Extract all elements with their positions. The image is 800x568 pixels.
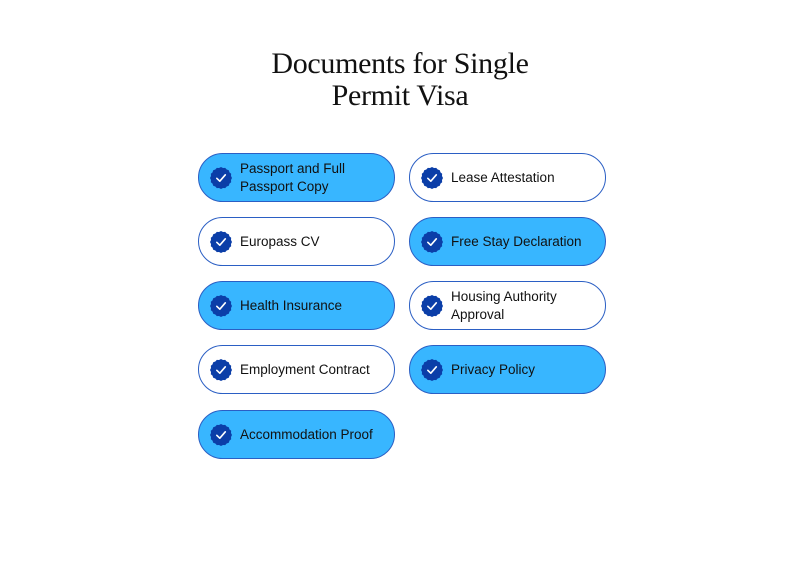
document-item [198, 281, 395, 330]
document-item [409, 153, 606, 202]
title-line-1: Documents for Single [271, 47, 529, 80]
check-badge-icon [421, 359, 443, 381]
document-item [198, 410, 395, 459]
check-badge-icon [421, 231, 443, 253]
check-badge-icon [421, 167, 443, 189]
label-line: Passport and Full [240, 160, 346, 176]
check-badge-icon [210, 424, 232, 446]
document-label [240, 297, 342, 315]
document-label [240, 233, 320, 251]
label-line: Privacy Policy [451, 361, 536, 377]
label-line: Housing Authority [451, 288, 557, 304]
check-badge-icon [210, 231, 232, 253]
document-item [409, 281, 606, 330]
document-label [240, 361, 370, 379]
label-line: Free Stay Declaration [451, 233, 582, 249]
document-item [198, 153, 395, 202]
page-title [0, 48, 800, 112]
label-line: Employment Contract [240, 361, 370, 377]
label-line: Health Insurance [240, 297, 343, 313]
check-badge-icon [210, 167, 232, 189]
label-line: Approval [451, 306, 505, 322]
document-label [451, 169, 555, 187]
document-item [198, 217, 395, 266]
title-line-2: Permit Visa [331, 79, 469, 112]
document-item [409, 217, 606, 266]
document-label [451, 288, 557, 324]
check-badge-icon [210, 295, 232, 317]
document-label [240, 426, 373, 444]
label-line: Passport Copy [240, 178, 329, 194]
check-badge-icon [421, 295, 443, 317]
document-item [198, 345, 395, 394]
document-label [240, 160, 345, 196]
document-label [451, 233, 582, 251]
label-line: Accommodation Proof [240, 426, 373, 442]
document-item [409, 345, 606, 394]
label-line: Europass CV [240, 233, 320, 249]
check-badge-icon [210, 359, 232, 381]
label-line: Lease Attestation [451, 169, 555, 185]
document-label [451, 361, 535, 379]
